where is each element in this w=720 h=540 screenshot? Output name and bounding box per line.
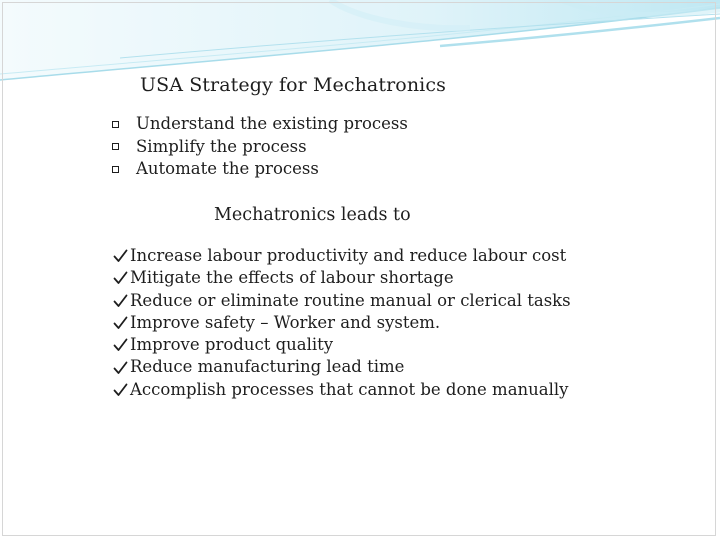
check-mark-icon [113,249,128,263]
list-item-text: Improve safety – Worker and system. [130,312,441,332]
list-item-text: Increase labour productivity and reduce labour cost [130,246,567,265]
benefits-list [113,245,571,401]
square-bullet-icon [112,143,119,150]
list-item-text: Simplify the process [136,136,307,156]
check-mark-icon [113,271,128,285]
list-item-text: Reduce manufacturing lead time [130,357,405,377]
list-item [112,158,408,181]
list-item [113,290,571,312]
check-mark-icon [113,294,128,308]
list-item-text: Mitigate the effects of labour shortage [130,268,454,288]
list-item [113,245,571,267]
list-item [112,113,408,136]
list-item-text: Reduce or eliminate routine manual or clerical tasks [130,290,571,310]
list-item [113,356,571,378]
check-mark-icon [113,383,128,397]
square-bullet-icon [112,121,119,128]
list-item-text: Improve product quality [130,335,334,355]
check-mark-icon [113,316,128,330]
list-item [112,136,408,159]
check-mark-icon [113,361,128,375]
list-item [113,334,571,356]
list-item [113,312,571,334]
list-item-text: Accomplish processes that cannot be done manually [130,379,569,399]
section-subtitle: Mechatronics leads to [214,205,411,225]
check-mark-icon [113,338,128,352]
strategy-list [112,113,408,181]
square-bullet-icon [112,166,119,173]
list-item-text: Automate the process [136,159,319,178]
list-item [113,267,571,289]
list-item [113,379,571,401]
list-item-text: Understand the existing process [136,114,408,133]
slide-title: USA Strategy for Mechatronics [140,74,446,96]
